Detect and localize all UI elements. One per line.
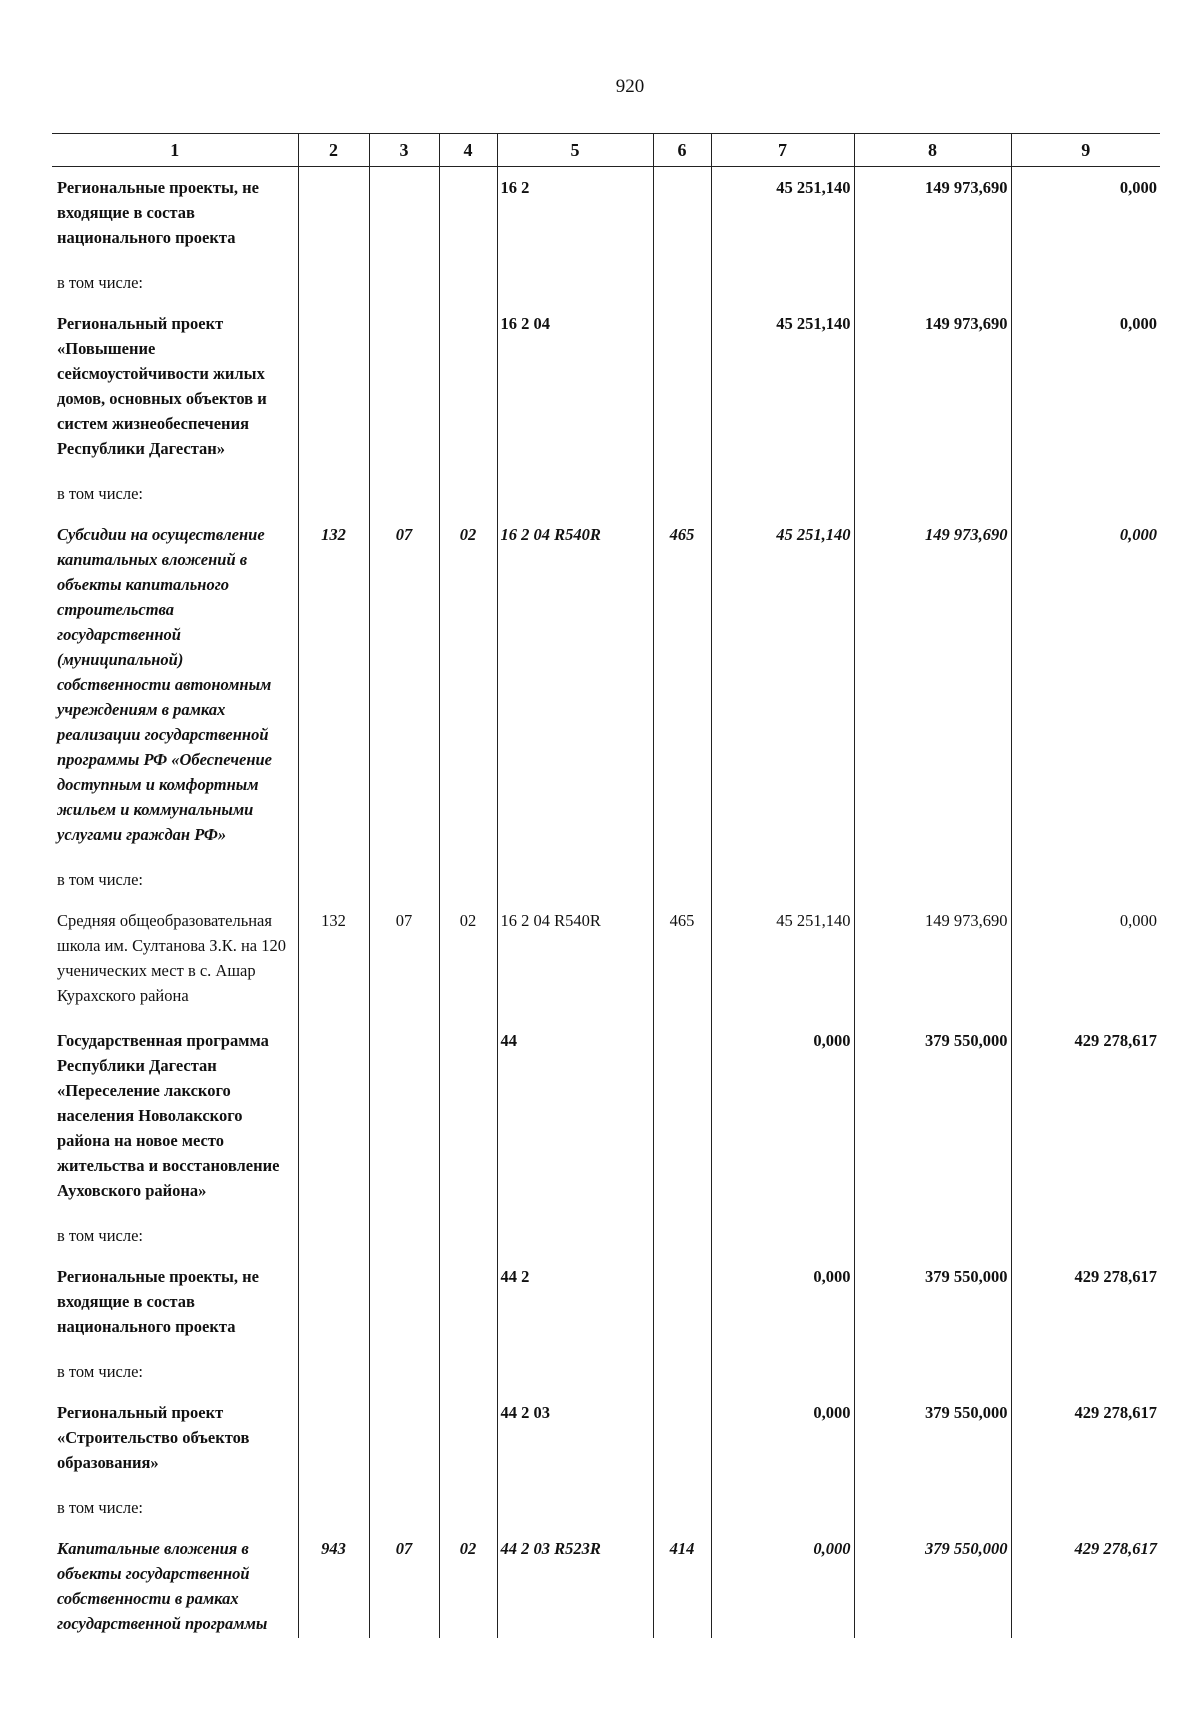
cell-amount-col8: 149 973,690: [854, 167, 1011, 263]
cell-expense-type: 465: [653, 514, 711, 859]
cell-target-article: 44: [497, 1020, 653, 1215]
cell-amount-col8: 379 550,000: [854, 1392, 1011, 1487]
cell-amount-col8: 149 973,690: [854, 514, 1011, 859]
cell-section: [369, 473, 439, 514]
cell-amount-col8: [854, 473, 1011, 514]
column-header: 2: [298, 134, 369, 167]
row-name: Региональные проекты, не входящие в состав национального проекта: [57, 178, 259, 247]
cell-expense-type: [653, 262, 711, 303]
cell-subsection: [439, 859, 497, 900]
cell-expense-type: [653, 1020, 711, 1215]
cell-amount-col9: [1011, 1215, 1160, 1256]
column-header: 3: [369, 134, 439, 167]
cell-subsection: [439, 1215, 497, 1256]
cell-amount-col9: [1011, 859, 1160, 900]
cell-amount-col7: 0,000: [711, 1256, 854, 1351]
cell-amount-col8: [854, 859, 1011, 900]
cell-amount-col9: [1011, 1351, 1160, 1392]
table-row: [52, 167, 1160, 263]
cell-ministry-code: 132: [298, 900, 369, 1020]
cell-amount-col9: 429 278,617: [1011, 1256, 1160, 1351]
row-name: в том числе:: [57, 1226, 144, 1245]
cell-amount-col7: [711, 859, 854, 900]
cell-subsection: [439, 1392, 497, 1487]
cell-target-article: 44 2 03: [497, 1392, 653, 1487]
cell-amount-col7: [711, 1487, 854, 1528]
cell-amount-col8: 149 973,690: [854, 303, 1011, 473]
cell-ministry-code: [298, 1351, 369, 1392]
cell-subsection: [439, 1487, 497, 1528]
cell-expense-type: [653, 1487, 711, 1528]
cell-ministry-code: [298, 1392, 369, 1487]
cell-subsection: 02: [439, 514, 497, 859]
cell-section: [369, 1215, 439, 1256]
cell-amount-col8: 149 973,690: [854, 900, 1011, 1020]
subheading-row: [52, 1215, 1160, 1256]
row-name: в том числе:: [57, 1362, 144, 1381]
cell-target-article: [497, 1351, 653, 1392]
column-header: 8: [854, 134, 1011, 167]
table-row: [52, 514, 1160, 859]
row-name: в том числе:: [57, 1498, 144, 1517]
cell-amount-col9: [1011, 1487, 1160, 1528]
cell-amount-col8: 379 550,000: [854, 1020, 1011, 1215]
cell-expense-type: [653, 1215, 711, 1256]
cell-amount-col9: 0,000: [1011, 514, 1160, 859]
cell-target-article: 44 2 03 R523R: [497, 1528, 653, 1638]
cell-section: [369, 1351, 439, 1392]
row-name: Региональный проект «Повышение сейсмоустойчивости жилых домов, основных объектов и систем жизнеобеспечения Республики Дагестан»: [57, 314, 267, 458]
row-name: Средняя общеобразовательная школа им. Султанова З.К. на 120 ученических мест в с. Ашар Курахского района: [57, 911, 286, 1005]
cell-target-article: 44 2: [497, 1256, 653, 1351]
row-name: Региональный проект «Строительство объектов образования»: [57, 1403, 250, 1472]
cell-subsection: [439, 262, 497, 303]
cell-section: 07: [369, 1528, 439, 1638]
cell-subsection: [439, 1351, 497, 1392]
cell-section: [369, 1020, 439, 1215]
cell-ministry-code: [298, 303, 369, 473]
cell-ministry-code: 943: [298, 1528, 369, 1638]
cell-section: [369, 1256, 439, 1351]
cell-section: [369, 262, 439, 303]
cell-target-article: [497, 1215, 653, 1256]
cell-amount-col7: [711, 262, 854, 303]
cell-ministry-code: [298, 1487, 369, 1528]
cell-target-article: 16 2 04 R540R: [497, 900, 653, 1020]
cell-expense-type: [653, 167, 711, 263]
cell-amount-col7: 45 251,140: [711, 303, 854, 473]
cell-expense-type: 465: [653, 900, 711, 1020]
cell-subsection: 02: [439, 900, 497, 1020]
cell-amount-col8: [854, 262, 1011, 303]
cell-section: [369, 303, 439, 473]
cell-amount-col9: 0,000: [1011, 303, 1160, 473]
cell-section: [369, 167, 439, 263]
cell-amount-col8: [854, 1215, 1011, 1256]
cell-amount-col7: 0,000: [711, 1392, 854, 1487]
table-row: [52, 303, 1160, 473]
cell-ministry-code: [298, 1256, 369, 1351]
subheading-row: [52, 473, 1160, 514]
cell-amount-col7: 0,000: [711, 1020, 854, 1215]
cell-target-article: 16 2 04: [497, 303, 653, 473]
cell-target-article: 16 2: [497, 167, 653, 263]
cell-amount-col7: 45 251,140: [711, 900, 854, 1020]
cell-target-article: [497, 473, 653, 514]
cell-target-article: 16 2 04 R540R: [497, 514, 653, 859]
table-row: [52, 900, 1160, 1020]
cell-expense-type: [653, 473, 711, 514]
cell-amount-col9: [1011, 473, 1160, 514]
cell-expense-type: [653, 1392, 711, 1487]
column-header: 9: [1011, 134, 1160, 167]
cell-amount-col7: 0,000: [711, 1528, 854, 1638]
cell-target-article: [497, 262, 653, 303]
table-row: [52, 1392, 1160, 1487]
cell-subsection: [439, 1256, 497, 1351]
column-header: 1: [52, 134, 298, 167]
cell-ministry-code: [298, 473, 369, 514]
row-name: Капитальные вложения в объекты государственной собственности в рамках государственной программы: [57, 1539, 268, 1633]
cell-expense-type: [653, 303, 711, 473]
table-header-row: [52, 134, 1160, 167]
cell-subsection: [439, 1020, 497, 1215]
cell-section: 07: [369, 900, 439, 1020]
cell-section: 07: [369, 514, 439, 859]
cell-amount-col7: 45 251,140: [711, 167, 854, 263]
row-name: Субсидии на осуществление капитальных вложений в объекты капитального строительства государственной (муниципальной) собственности автономным учреждениям в рамках реализации государственной программы РФ «Обеспечение доступным и комфортным жильем и коммунальными услугами граждан РФ»: [57, 525, 272, 844]
cell-amount-col8: [854, 1351, 1011, 1392]
cell-subsection: [439, 303, 497, 473]
column-header: 6: [653, 134, 711, 167]
cell-amount-col9: 0,000: [1011, 167, 1160, 263]
cell-ministry-code: [298, 859, 369, 900]
table-row: [52, 1020, 1160, 1215]
cell-expense-type: 414: [653, 1528, 711, 1638]
cell-amount-col7: [711, 473, 854, 514]
row-name: Региональные проекты, не входящие в состав национального проекта: [57, 1267, 259, 1336]
table-row: [52, 1256, 1160, 1351]
column-header: 4: [439, 134, 497, 167]
cell-expense-type: [653, 1351, 711, 1392]
cell-expense-type: [653, 1256, 711, 1351]
subheading-row: [52, 859, 1160, 900]
cell-expense-type: [653, 859, 711, 900]
cell-amount-col9: 0,000: [1011, 900, 1160, 1020]
cell-amount-col9: 429 278,617: [1011, 1392, 1160, 1487]
row-name: в том числе:: [57, 273, 144, 292]
cell-subsection: [439, 167, 497, 263]
cell-amount-col8: 379 550,000: [854, 1528, 1011, 1638]
column-header: 5: [497, 134, 653, 167]
cell-amount-col9: 429 278,617: [1011, 1020, 1160, 1215]
cell-amount-col7: 45 251,140: [711, 514, 854, 859]
subheading-row: [52, 1351, 1160, 1392]
cell-ministry-code: [298, 1215, 369, 1256]
cell-target-article: [497, 1487, 653, 1528]
budget-table: [52, 133, 1160, 1638]
cell-amount-col8: [854, 1487, 1011, 1528]
cell-ministry-code: [298, 1020, 369, 1215]
cell-section: [369, 1392, 439, 1487]
column-header: 7: [711, 134, 854, 167]
cell-amount-col8: 379 550,000: [854, 1256, 1011, 1351]
cell-section: [369, 1487, 439, 1528]
cell-ministry-code: [298, 167, 369, 263]
cell-amount-col9: [1011, 262, 1160, 303]
cell-amount-col7: [711, 1215, 854, 1256]
table-row: [52, 1528, 1160, 1638]
row-name: Государственная программа Республики Дагестан «Переселение лакского населения Новолакского района на новое место жительства и восстановление Ауховского района»: [57, 1031, 280, 1200]
row-name: в том числе:: [57, 870, 144, 889]
cell-subsection: 02: [439, 1528, 497, 1638]
subheading-row: [52, 1487, 1160, 1528]
page-number: 920: [615, 76, 645, 97]
cell-ministry-code: 132: [298, 514, 369, 859]
row-name: в том числе:: [57, 484, 144, 503]
cell-section: [369, 859, 439, 900]
cell-subsection: [439, 473, 497, 514]
cell-target-article: [497, 859, 653, 900]
cell-amount-col7: [711, 1351, 854, 1392]
cell-ministry-code: [298, 262, 369, 303]
cell-amount-col9: 429 278,617: [1011, 1528, 1160, 1638]
subheading-row: [52, 262, 1160, 303]
